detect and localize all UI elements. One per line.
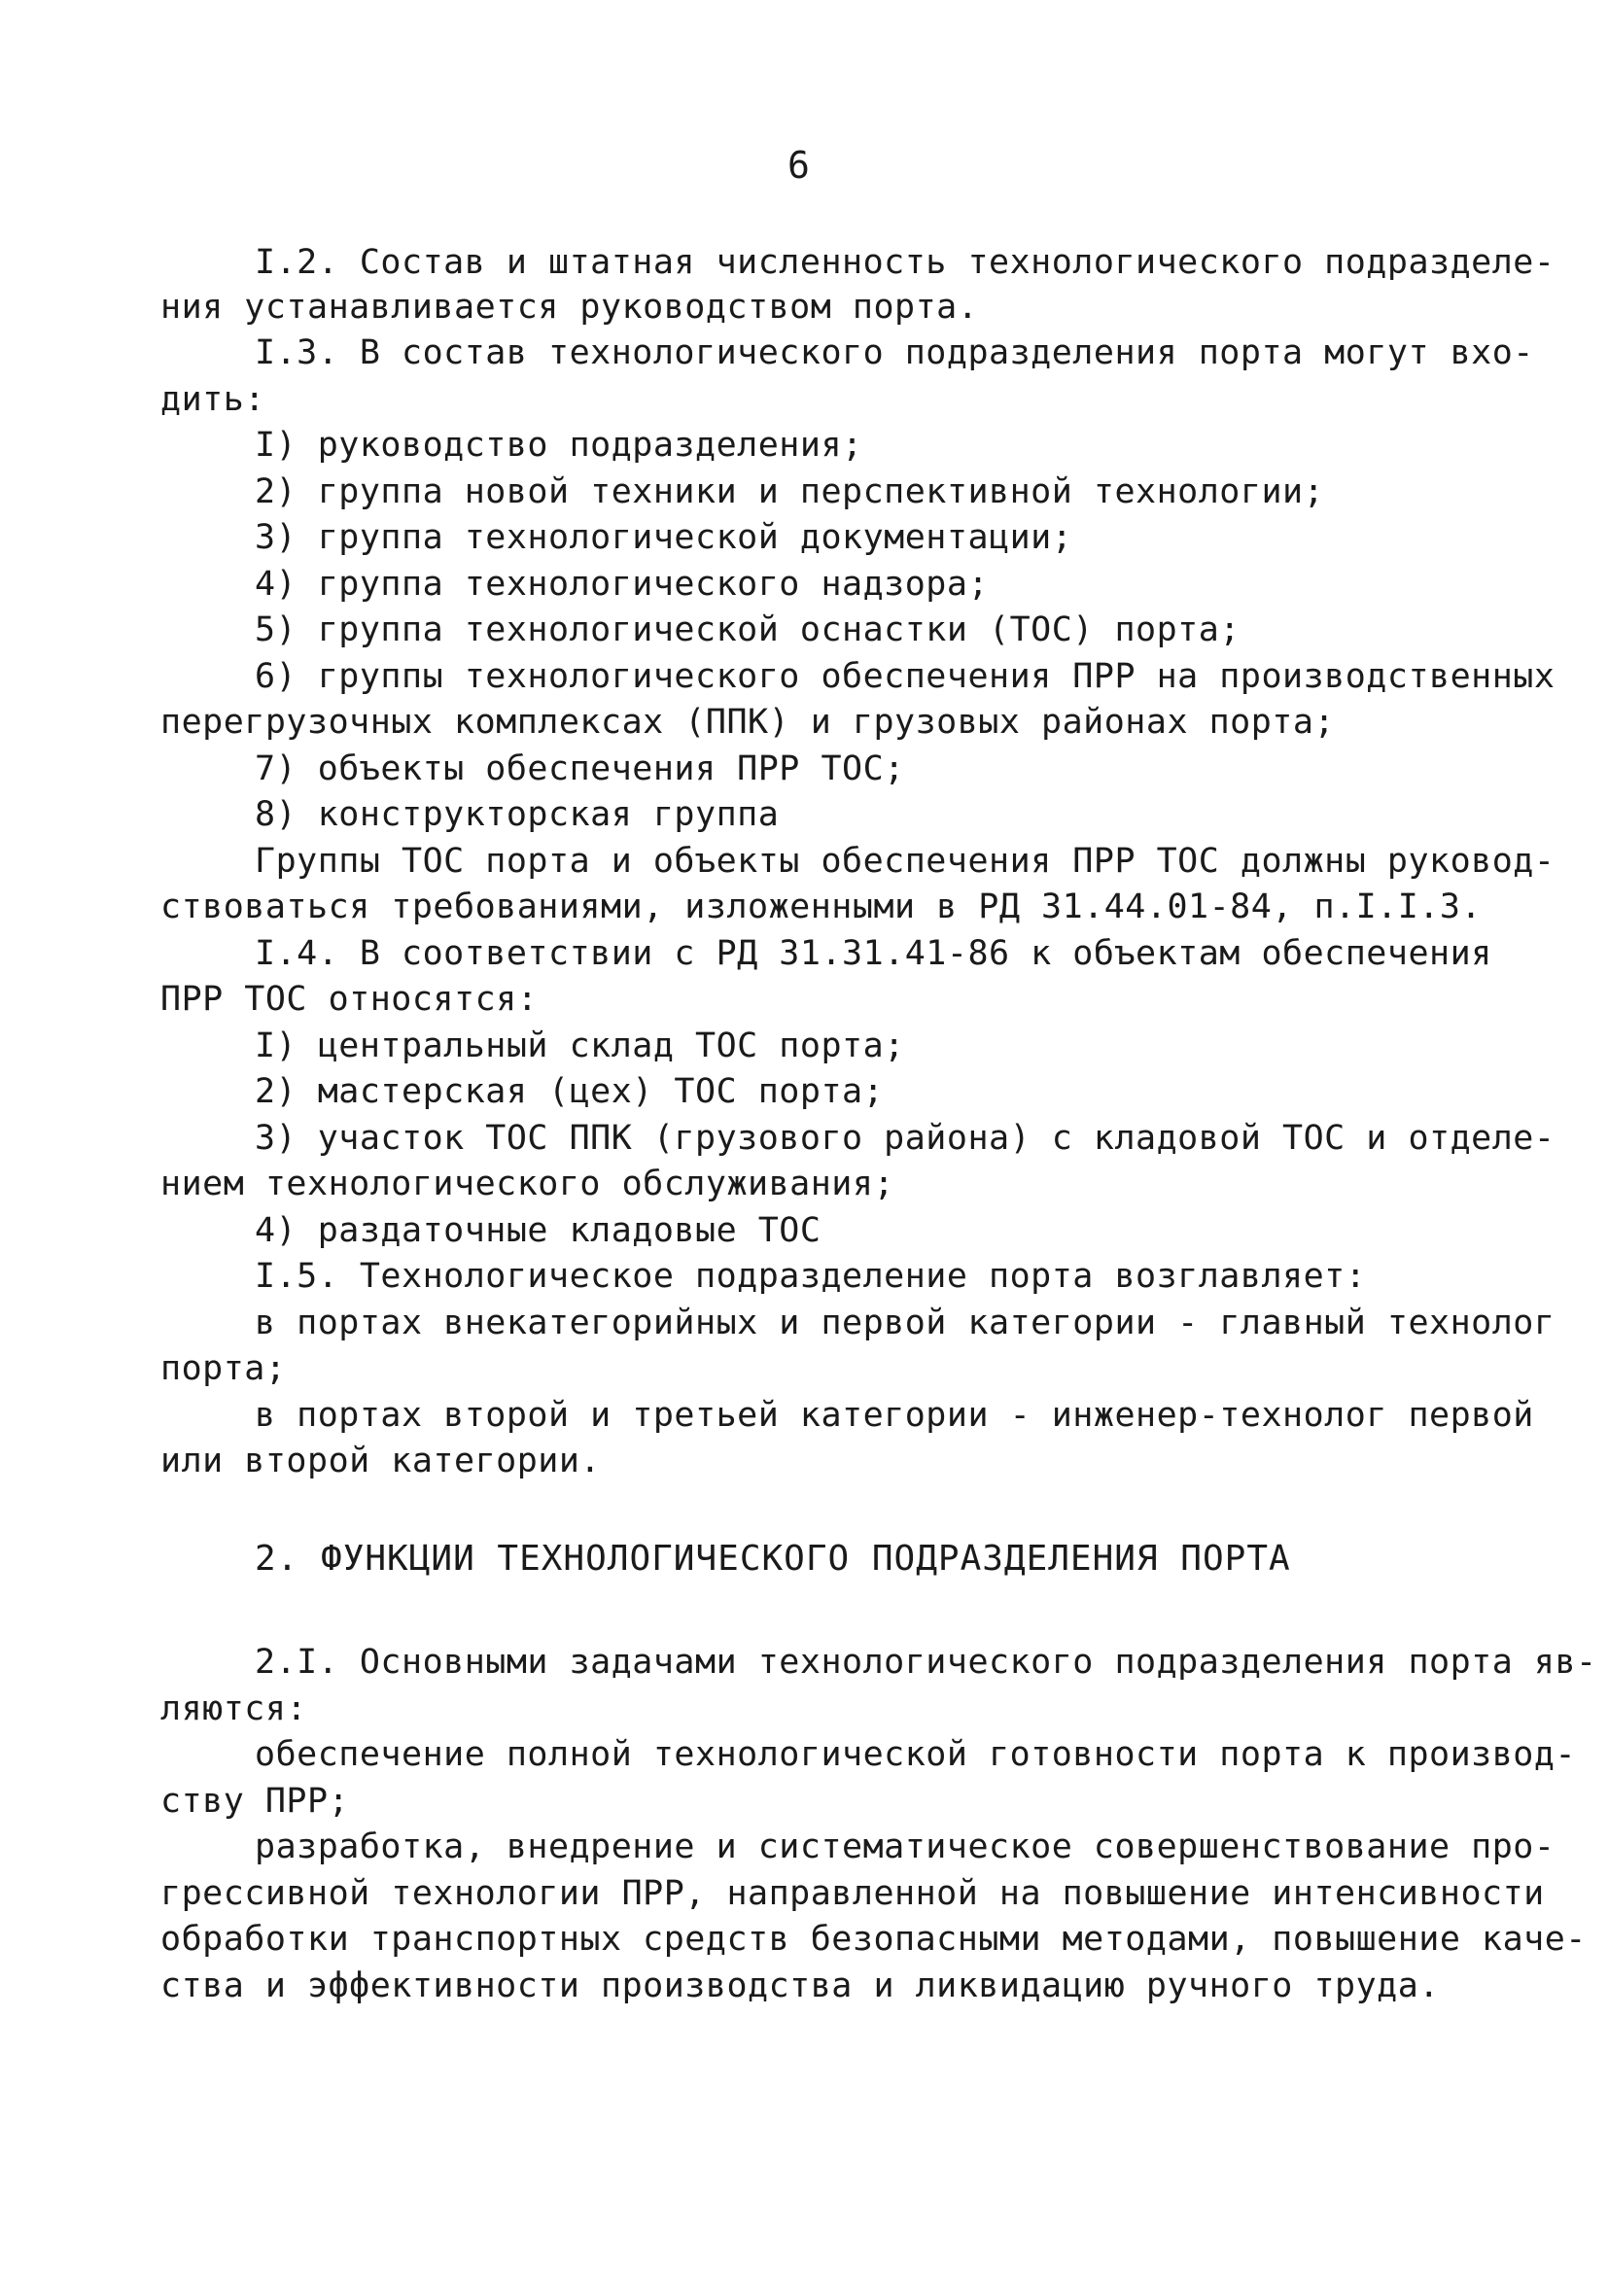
paragraph-1-3-line-2: дить: <box>160 380 265 419</box>
task-2-line-2: грессивной технологии ПРР, направленной на повышение интенсивности <box>160 1874 1545 1913</box>
task-1-line-1: обеспечение полной технологической готовности порта к производ- <box>255 1735 1577 1774</box>
list-item: 6) группы технологического обеспечения ПРР на производственных <box>255 657 1556 696</box>
paragraph-1-5b-line-2: или второй категории. <box>160 1442 602 1480</box>
list-item: 4) группа технологического надзора; <box>255 565 990 604</box>
paragraph-1-4-line-2: ПРР ТОС относятся: <box>160 980 539 1019</box>
list-item-continuation: перегрузочных комплексах (ППК) и грузовых районах порта; <box>160 703 1336 742</box>
paragraph-1-2-line-2: ния устанавливается руководством порта. <box>160 288 979 327</box>
list-item: 7) объекты обеспечения ПРР ТОС; <box>255 749 905 788</box>
task-1-line-2: ству ПРР; <box>160 1782 350 1821</box>
paragraph-groups-line-1: Группы ТОС порта и объекты обеспечения ПРР ТОС должны руковод- <box>255 842 1556 881</box>
list-item: I) руководство подразделения; <box>255 426 863 465</box>
paragraph-1-5a-line-1: в портах внекатегорийных и первой категории - главный технолог <box>255 1304 1556 1342</box>
paragraph-1-5a-line-2: порта; <box>160 1349 287 1388</box>
paragraph-1-5b-line-1: в портах второй и третьей категории - инженер-технолог первой <box>255 1396 1534 1435</box>
section-heading: 2. ФУНКЦИИ ТЕХНОЛОГИЧЕСКОГО ПОДРАЗДЕЛЕНИЯ ПОРТА <box>255 1539 1291 1579</box>
paragraph-1-3-line-1: I.3. В состав технологического подразделения порта могут вхо- <box>255 333 1534 372</box>
paragraph-1-5: I.5. Технологическое подразделение порта возглавляет: <box>255 1257 1367 1296</box>
list-item: 8) конструкторская группа <box>255 795 780 834</box>
list-item: 4) раздаточные кладовые ТОС <box>255 1211 821 1250</box>
list-item: 2) мастерская (цех) ТОС порта; <box>255 1072 885 1111</box>
paragraph-1-4-line-1: I.4. В соответствии с РД 31.31.41-86 к объектам обеспечения <box>255 934 1492 973</box>
paragraph-2-1-line-2: ляются: <box>160 1689 308 1728</box>
list-item: 3) группа технологической документации; <box>255 518 1073 557</box>
task-2-line-3: обработки транспортных средств безопасными методами, повышение каче- <box>160 1920 1587 1959</box>
page-number: 6 <box>787 144 811 187</box>
list-item: 5) группа технологической оснастки (ТОС) порта; <box>255 610 1241 649</box>
list-item: 3) участок ТОС ППК (грузового района) с кладовой ТОС и отделе- <box>255 1119 1556 1158</box>
paragraph-2-1-line-1: 2.I. Основными задачами технологического подразделения порта яв- <box>255 1643 1597 1682</box>
task-2-line-1: разработка, внедрение и систематическое совершенствование про- <box>255 1827 1556 1866</box>
paragraph-groups-line-2: ствоваться требованиями, изложенными в РД 31.44.01-84, п.I.I.3. <box>160 887 1483 926</box>
list-item: 2) группа новой техники и перспективной технологии; <box>255 472 1325 511</box>
list-item-continuation: нием технологического обслуживания; <box>160 1165 895 1203</box>
paragraph-1-2-line-1: I.2. Состав и штатная численность технологического подразделе- <box>255 243 1556 282</box>
task-2-line-4: ства и эффективности производства и ликвидацию ручного труда. <box>160 1966 1440 2005</box>
list-item: I) центральный склад ТОС порта; <box>255 1026 905 1065</box>
